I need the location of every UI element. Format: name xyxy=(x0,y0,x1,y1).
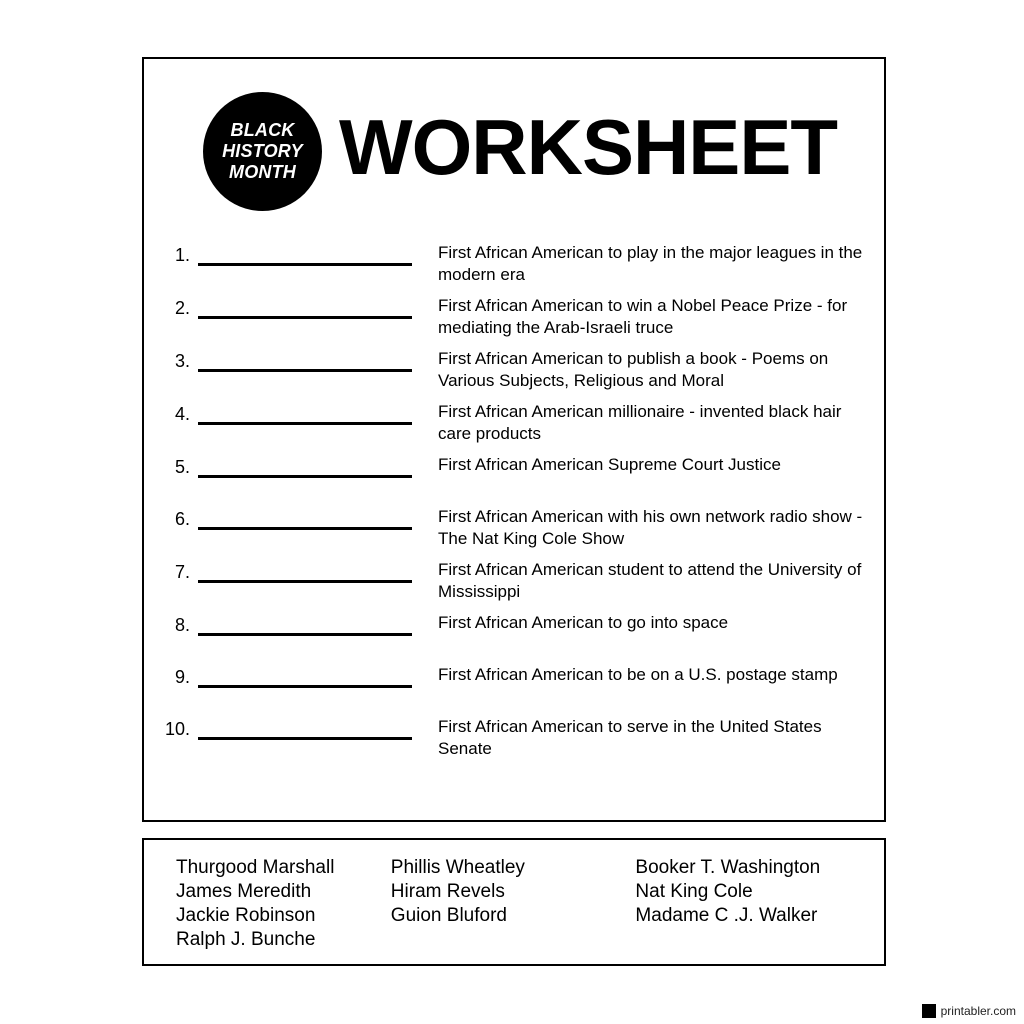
badge-line-1: BLACK xyxy=(230,120,295,140)
word-bank-column-3 xyxy=(631,856,884,964)
question-number: 3. xyxy=(174,351,190,371)
question-text: First African American Supreme Court Justice xyxy=(438,455,781,474)
answer-blank-5[interactable] xyxy=(196,456,424,478)
question-row xyxy=(144,505,884,550)
question-number: 5. xyxy=(174,457,190,477)
question-list xyxy=(144,241,884,768)
question-text: First African American to win a Nobel Peace Prize - for mediating the Arab-Israeli truce xyxy=(438,296,848,337)
question-text: First African American to publish a book - Poems on Various Subjects, Religious and Moral xyxy=(438,349,829,390)
answer-blank-8[interactable] xyxy=(196,614,424,636)
word-bank-item: James Meredith xyxy=(176,881,312,902)
answer-blank-4[interactable] xyxy=(196,403,424,425)
word-bank-item: Guion Bluford xyxy=(390,905,507,926)
question-number: 1. xyxy=(174,245,190,265)
printabler-logo-icon xyxy=(922,1004,936,1018)
word-bank-item: Booker T. Washington xyxy=(635,857,821,878)
question-row xyxy=(144,347,884,392)
question-text: First African American student to attend the University of Mississippi xyxy=(438,560,862,601)
question-text: First African American to play in the major leagues in the modern era xyxy=(438,243,863,284)
question-row xyxy=(144,663,884,707)
page-title: WORKSHEET xyxy=(339,103,837,191)
question-text: First African American to go into space xyxy=(438,613,729,632)
word-bank-item: Phillis Wheatley xyxy=(390,857,525,878)
question-text: First African American with his own network radio show - The Nat King Cole Show xyxy=(438,507,863,548)
worksheet-header xyxy=(144,59,884,229)
word-bank-column-1 xyxy=(144,856,387,964)
answer-blank-7[interactable] xyxy=(196,561,424,583)
answer-blank-10[interactable] xyxy=(196,718,424,740)
question-number: 2. xyxy=(174,298,190,318)
answer-blank-9[interactable] xyxy=(196,666,424,688)
question-number: 9. xyxy=(174,667,190,687)
word-bank-panel xyxy=(142,838,886,966)
question-row xyxy=(144,558,884,603)
question-row xyxy=(144,453,884,497)
question-number: 6. xyxy=(174,509,190,529)
worksheet-panel xyxy=(142,57,886,822)
question-row xyxy=(144,294,884,339)
question-text: First African American to serve in the United States Senate xyxy=(438,717,822,758)
word-bank-item: Thurgood Marshall xyxy=(176,857,335,878)
word-bank-item: Ralph J. Bunche xyxy=(176,929,316,950)
question-row xyxy=(144,611,884,655)
watermark xyxy=(922,1004,1016,1018)
badge-line-3: MONTH xyxy=(229,162,296,182)
question-row xyxy=(144,241,884,286)
answer-blank-2[interactable] xyxy=(196,297,424,319)
word-bank-item: Nat King Cole xyxy=(635,881,753,902)
question-text: First African American millionaire - invented black hair care products xyxy=(438,402,842,443)
badge-line-2: HISTORY xyxy=(222,141,303,161)
word-bank-item: Madame C .J. Walker xyxy=(635,905,818,926)
question-number: 10. xyxy=(164,719,190,739)
answer-blank-3[interactable] xyxy=(196,350,424,372)
question-number: 8. xyxy=(174,615,190,635)
question-text: First African American to be on a U.S. postage stamp xyxy=(438,665,838,684)
watermark-text: printabler.com xyxy=(940,1004,1016,1018)
word-bank-item: Jackie Robinson xyxy=(176,905,316,926)
question-row xyxy=(144,400,884,445)
question-number: 4. xyxy=(174,404,190,424)
question-number: 7. xyxy=(174,562,190,582)
word-bank-item: Hiram Revels xyxy=(390,881,505,902)
word-bank-column-2 xyxy=(387,856,632,964)
black-history-month-badge xyxy=(203,92,322,211)
question-row xyxy=(144,715,884,760)
answer-blank-1[interactable] xyxy=(196,244,424,266)
answer-blank-6[interactable] xyxy=(196,508,424,530)
